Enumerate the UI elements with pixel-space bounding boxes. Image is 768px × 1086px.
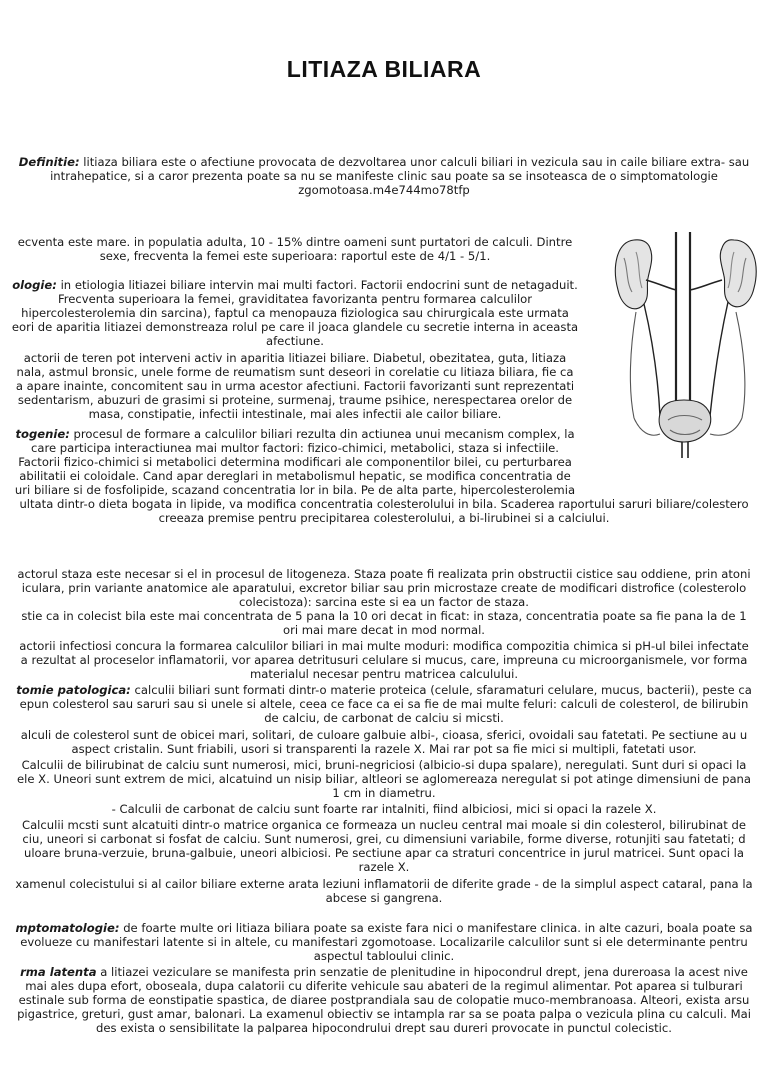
paragraph-bilirubin-stones [0, 758, 768, 800]
pathogenesis-line: ultata dintr-o dieta bogata in lipide, va modifica concentratia colesterolului in bila. Scaderea raportului saruri biliare/colestero [19, 497, 749, 511]
terrain-line: actorii de teren pot interveni activ in aparitia litiazei biliare. Diabetul, obezitatea, guta, litiaza [23, 351, 567, 365]
paragraph-carbonate-stones [0, 802, 768, 816]
latent-line: estinale sub forma de eonstipatie spastica, de diaree postprandiala sau de colopatie muco-membranoasa. Alteori, exista arsu [18, 993, 750, 1008]
latent-line: des exista o sensibilitate la palparea hipocondrului drept sau dureri provocate in punctul colecistic. [96, 1021, 672, 1036]
paragraph-etiology [0, 278, 604, 348]
paragraph-pathogenesis [0, 427, 604, 497]
paragraph-terrain-factors [0, 351, 604, 421]
symptoms-line: de foarte multe ori litiaza biliara poate sa existe fara nici o manifestare clinica. in alte cazuri, boala poate sa [119, 921, 753, 935]
stasis-line: stie ca in colecist bila este mai concentrata de 5 pana la 10 ori decat in ficat: in staza, concentratia poate sa fie pana la de 1 [21, 609, 747, 624]
anatomy-illustration [606, 228, 766, 460]
term-latent: rma latenta [20, 965, 97, 979]
cholesterol-line: alculi de colesterol sunt de obicei mari, solitari, de culoare galbuie albi-, cioasa, sferici, ovoidali sau fatetati. Pe sectiune au u [20, 728, 748, 742]
pathogenesis-line: procesul de formare a calculilor biliari rezulta din actiunea unui mecanism complex, la [69, 427, 575, 441]
carbonate-line: - Calculii de carbonat de calciu sunt foarte rar intalniti, fiind albiciosi, mici si opaci la razele X. [111, 802, 657, 816]
definition-line: zgomotoasa.m4e744mo78tfp [298, 183, 470, 198]
definition-line: litiaza biliara este o afectiune provocata de dezvoltarea unor calculi biliari in vezicula sau in caile biliare extra- sau [79, 155, 750, 169]
infection-line: a rezultat al proceselor inflamatorii, vor aparea detritusuri celulare si mucus, care, impreuna cu microorganismele, vor forma [20, 653, 748, 668]
infection-line: actorii infectiosi concura la formarea calculilor biliari in mai multe moduri: modifica compozitia chimica si pH-ul bilei infectate [19, 639, 749, 653]
paragraph-definition [0, 155, 768, 197]
paragraph-pathogenesis-cont [0, 497, 768, 525]
stasis-line: ori mai mare decat in mod normal. [283, 623, 485, 638]
latent-line: pigastrice, greturi, gust amar, balonari. La examenul obiectiv se intampla rar sa se poata palpa o vezicula plina cu calculi. Mai [17, 1007, 751, 1022]
pathology-line: epun colesterol sau saruri sau si unele si altele, ceea ce face ca ei sa fie de mai multe feluri: calculi de colesterol, de bilirubin [19, 697, 749, 712]
terrain-line: sedentarism, abuzuri de grasimi si proteine, surmenaj, traume psihice, nerespectarea orelor de [17, 393, 573, 408]
bilirubin-line: 1 cm in diametru. [332, 786, 436, 801]
stasis-line: iculara, prin variante anatomice ale aparatului, excretor biliar sau prin microstaze create de modificari distrofice (colesterolo [21, 581, 747, 596]
stasis-line: actorul staza este necesar si el in procesul de litogeneza. Staza poate fi realizata prin obstructii cistice sau oddiene, prin atoni [17, 567, 751, 581]
latent-line: mai ales dupa efort, oboseala, dupa calatorii cu diferite vehicule sau abateri de la regimul alimentar. Pot aparea si tulburari [25, 979, 743, 994]
symptoms-line: aspectul tabloului clinic. [313, 949, 455, 964]
term-pathogenesis: togenie: [15, 427, 70, 441]
mixed-line: uloare bruna-verzuie, bruna-galbuie, uneori albiciosi. Pe sectiune apar ca straturi concentrice in jurul matricei. Sunt opaci la [23, 846, 745, 861]
document-title: LITIAZA BILIARA [286, 56, 482, 82]
pathogenesis-line: Factorii fizico-chimici si metabolici determina modificari ale componentilor bilei, cu perturbarea [18, 455, 572, 470]
pathogenesis-line: care participa interactiunea mai multor factori: fizico-chimici, metabolici, staza si infectiile. [30, 441, 559, 456]
pathology-line: de calciu, de carbonat de calciu si micsti. [264, 711, 504, 726]
terrain-line: nala, astmul bronsic, unele forme de reumatism sunt deseori in corelatie cu litiaza biliara, fie ca [16, 365, 574, 380]
paragraph-mixed-stones [0, 818, 768, 874]
stasis-line: colecistoza): sarcina este si ea un factor de staza. [239, 595, 529, 610]
paragraph-latent-form [0, 965, 768, 1035]
paragraph-frequency [0, 235, 604, 263]
etiology-line: eori de aparitia litiazei demonstreaza rolul pe care il joaca glandele cu secretie interna in aceasta [11, 320, 579, 335]
pathology-line: calculii biliari sunt formati dintr-o materie proteica (celule, sfaramaturi celulare, mucus, bacterii), peste ca [130, 683, 752, 697]
etiology-line: Frecventa superioara la femei, graviditatea favorizanta pentru formarea calculilor [57, 292, 533, 307]
mixed-line: razele X. [358, 860, 410, 875]
mixed-line: Calculii mcsti sunt alcatuiti dintr-o matrice organica ce formeaza un nucleu central mai moale si din colesterol, bilirubinat de [21, 818, 747, 832]
latent-line: a litiazei veziculare se manifesta prin senzatie de plenitudine in hipocondrul drept, jena dureroasa la acest nive [96, 965, 748, 979]
term-definition: Definitie: [18, 155, 80, 169]
exam-line: xamenul colecistului si al cailor biliare externe arata leziuni inflamatorii de diferite grade - de la simplul aspect cataral, pana la [15, 877, 753, 891]
etiology-line: in etiologia litiazei biliare intervin mai multi factori. Factorii endocrini sunt de netagaduit. [56, 278, 578, 292]
frequency-line: sexe, frecventa la femei este superioara: raportul este de 4/1 - 5/1. [99, 249, 491, 264]
paragraph-pathology [0, 683, 768, 725]
bilirubin-line: Calculii de bilirubinat de calciu sunt numerosi, mici, bruni-negriciosi (albicio-si dupa spalare), neregulati. Sunt duri si opaci la [21, 758, 747, 772]
infection-line: materialul necesar pentru matricea calculului. [249, 667, 519, 682]
term-symptoms: mptomatologie: [15, 921, 120, 935]
paragraph-cholesterol-stones [0, 728, 768, 756]
exam-line: abcese si gangrena. [325, 891, 443, 906]
term-pathology: tomie patologica: [16, 683, 131, 697]
frequency-line: ecventa este mare. in populatia adulta, 10 - 15% dintre oameni sunt purtatori de calculi. Dintre [17, 235, 573, 249]
etiology-line: hipercolesterolemia din sarcina), faptul ca menopauza fiziologica sau chirurgicala este urmata [21, 306, 569, 321]
pathogenesis-line: abilitatii ei coloidale. Cand apar dereglari in metabolismul hepatic, se modifica concentratia de [19, 469, 571, 484]
terrain-line: a apare inainte, concomitent sau in urma acestor afectiuni. Factorii favorizanti sunt reprezentati [15, 379, 575, 394]
etiology-line: afectiune. [266, 334, 324, 349]
paragraph-infection [0, 639, 768, 681]
term-etiology: ologie: [12, 278, 57, 292]
terrain-line: masa, constipatie, infectii intestinale, mai ales infectii ale cailor biliare. [88, 407, 502, 422]
definition-line: intrahepatice, si a caror prezenta poate sa nu se manifeste clinic sau poate sa se insoteasca de o simptomatologie [50, 169, 718, 184]
mixed-line: ciu, uneori si carbonat si fosfat de calciu. Sunt numerosi, grei, cu dimensiuni variabile, forme diverse, rotunjiti sau fatetati; d [22, 832, 746, 847]
paragraph-exam [0, 877, 768, 905]
paragraph-stasis [0, 567, 768, 637]
bilirubin-line: ele X. Uneori sunt extrem de mici, alcatuind un nisip biliar, altleori se aglomereaza neregulat si pot atinge dimensiuni de pana [16, 772, 752, 787]
symptoms-line: evolueze cu manifestari latente si in altele, cu manifestari zgomotoase. Localizarile calculilor sunt si ele determinante pentru [20, 935, 748, 950]
paragraph-symptoms [0, 921, 768, 963]
cholesterol-line: aspect cristalin. Sunt friabili, usori si transparenti la razele X. Mai rar pot sa fie mici si multipli, fatetati usor. [71, 742, 697, 757]
pathogenesis-line: uri biliare si de fosfolipide, scazand concentratia lor in bila. Pe de alta parte, hipercolesterolemia [14, 483, 576, 498]
pathogenesis-line: creeaza premise pentru precipitarea colesterolului, a bi-lirubinei si a calciului. [158, 511, 610, 526]
